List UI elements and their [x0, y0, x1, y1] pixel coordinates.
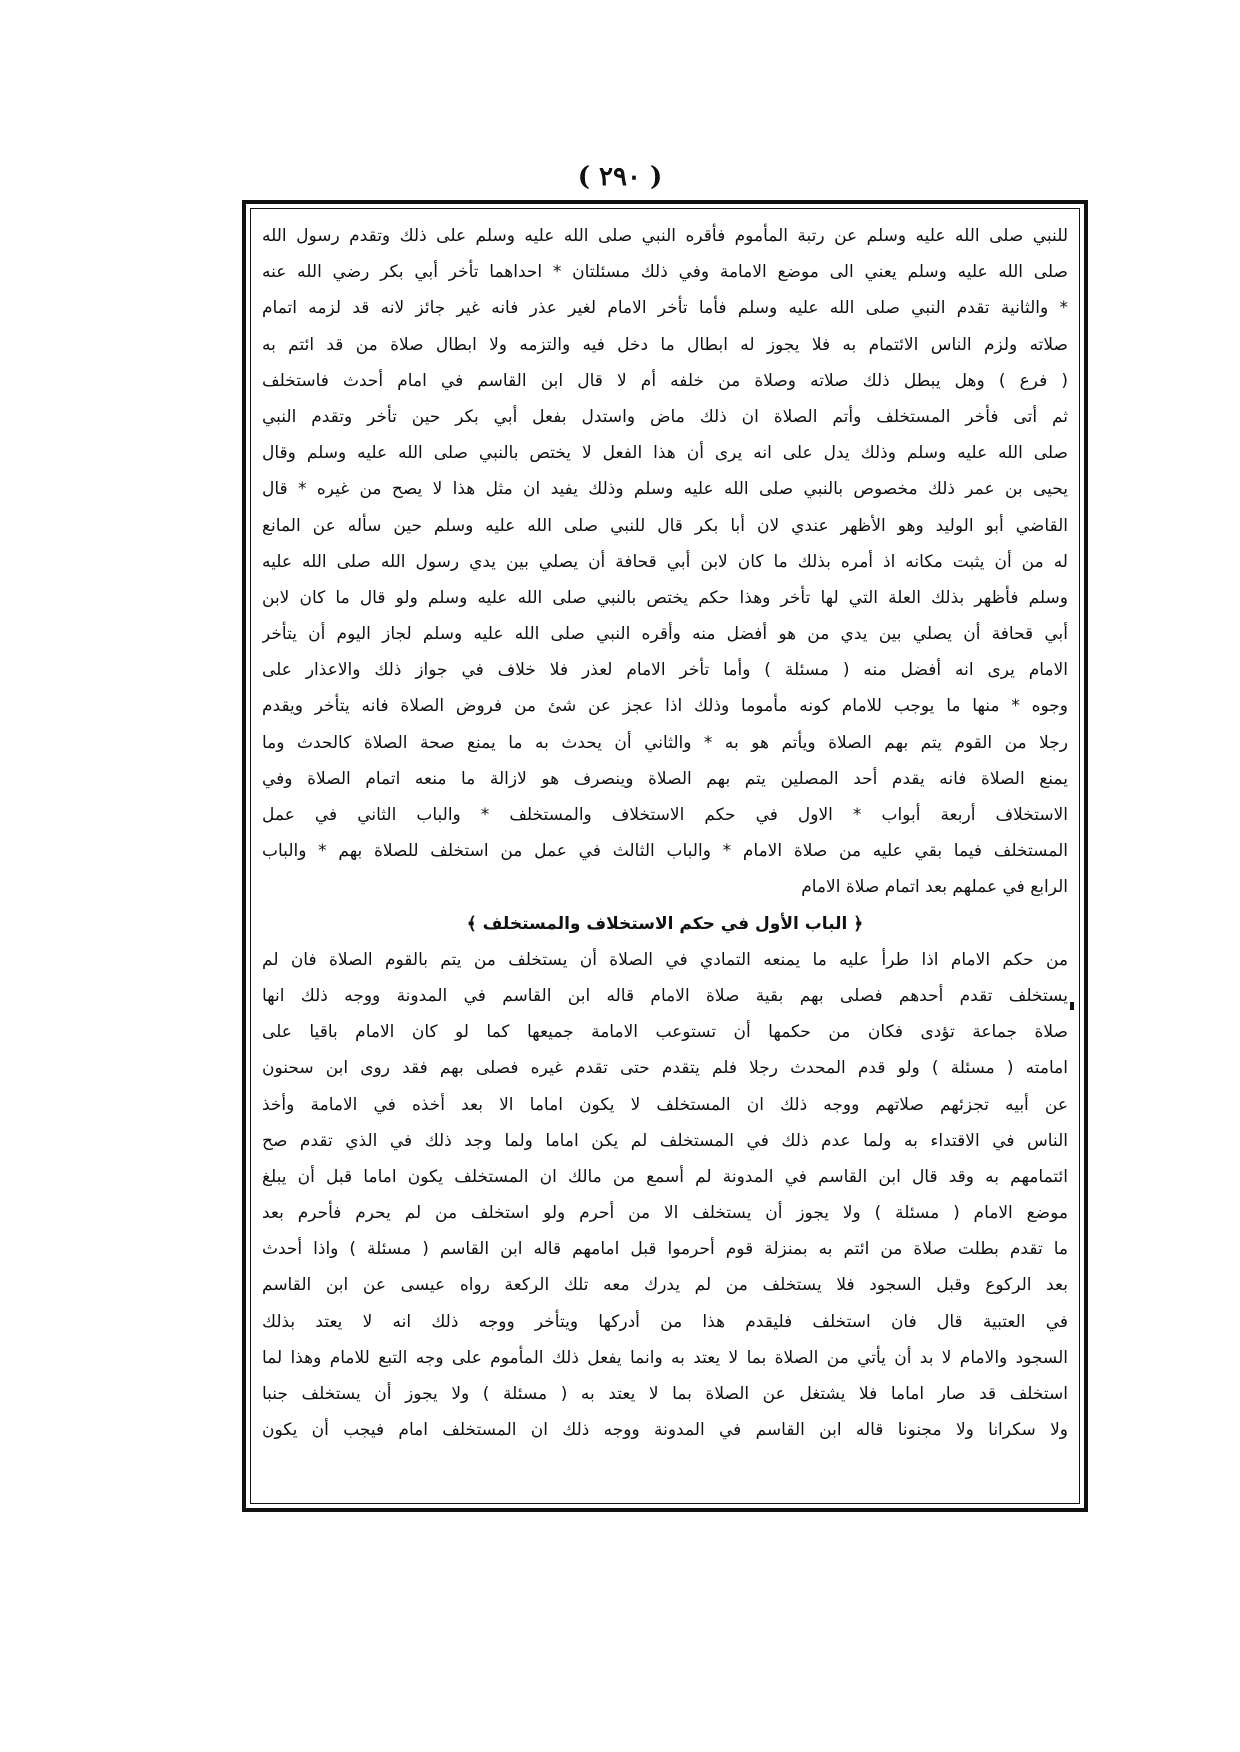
text-line: الامام يرى انه أفضل منه ( مسئلة ) وأما تأخر الامام لعذر فلا خلاف في جواز ذلك والاعذار على	[262, 660, 1068, 681]
text-line: ثم أتى فأخر المستخلف وأتم الصلاة ان ذلك ماض واستدل بفعل أبي بكر حين تأخر وتقدم النبي	[262, 406, 1068, 427]
text-line: رجلا من القوم يتم بهم الصلاة ويأتم هو به * والثاني أن يحدث به ما يمنع صحة الصلاة كالحدث وما	[262, 732, 1068, 753]
text-line: القاضي أبو الوليد وهو الأظهر عندي لان أبا بكر قال للنبي صلى الله عليه وسلم حين سأله عن المانع	[262, 515, 1068, 536]
text-line: الناس في الاقتداء به ولما عدم ذلك في المستخلف لم يكن اماما ولما وجد ذلك في الذي تقدم صح	[262, 1130, 1068, 1151]
text-line: السجود والامام لا بد أن يأتي من الصلاة بما لا يعتد به وانما يفعل ذلك المأموم على وجه التبع للامام وهذا لما	[262, 1347, 1068, 1368]
text-line: امامته ( مسئلة ) ولو قدم المحدث رجلا فلم يتقدم حتى تقدم غيره فصلى بهم فقد روى ابن سحنون	[262, 1058, 1068, 1079]
text-line: صلى الله عليه وسلم يعني الى موضع الامامة وفي ذلك مسئلتان * احداهما تأخر أبي بكر رضي الله عنه	[262, 262, 1068, 283]
text-line: صلاته ولزم الناس الائتمام به فلا يجوز له ابطال ما دخل فيه والتزمه ولا ابطال صلاة من قد ائتم به	[262, 334, 1068, 355]
text-line: للنبي صلى الله عليه وسلم عن رتبة المأموم فأقره النبي صلى الله عليه وسلم على ذلك وتقدم رسول الله	[262, 226, 1068, 246]
section-heading: ﴿ الباب الأول في حكم الاستخلاف والمستخلف ﴾	[466, 913, 864, 934]
text-line: صلاة جماعة تؤدى فكان من حكمها أن تستوعب الامامة جميعها كما لو كان الامام باقيا على	[262, 1022, 1068, 1043]
text-line: المستخلف فيما بقي عليه من صلاة الامام * والباب الثالث في عمل من استخلف للصلاة بهم * والباب	[262, 841, 1068, 862]
text-line: يمنع الصلاة فانه يقدم أحد المصلين يتم بهم الصلاة وينصرف هو لازالة ما منعه اتمام الصلاة وفي	[262, 768, 1068, 789]
page-number: ( ٢٩٠ )	[577, 162, 663, 192]
text-line: عن أبيه تجزئهم صلاتهم ووجه ذلك ان المستخلف لا يكون اماما الا بعد أخذه في الامامة وأخذ	[262, 1094, 1068, 1115]
text-line: يستخلف تقدم أحدهم فصلى بهم بقية صلاة الامام قاله ابن القاسم في المدونة ووجه ذلك انها	[262, 985, 1068, 1006]
body-text	[262, 218, 1068, 1498]
text-line: ائتمامهم به وقد قال ابن القاسم في المدونة لم أسمع من مالك ان المستخلف يكون اماما قبل أن يبلغ	[262, 1166, 1068, 1187]
text-line: ولا سكرانا ولا مجنونا قاله ابن القاسم في المدونة ووجه ذلك ان المستخلف امام فيجب أن يكون	[262, 1420, 1068, 1441]
text-line: صلى الله عليه وسلم وذلك يدل على انه يرى أن هذا الفعل لا يختص بالنبي صلى الله عليه وسلم وقال	[262, 443, 1068, 464]
margin-mark	[1070, 1002, 1074, 1010]
text-line: وسلم فأظهر بذلك العلة التي لها تأخر وهذا حكم يختص بالنبي صلى الله عليه وسلم ولو قال ما كان لابن	[262, 587, 1068, 608]
text-line: بعد الركوع وقبل السجود فلا يستخلف من لم يدرك معه تلك الركعة رواه عيسى عن ابن القاسم	[262, 1275, 1068, 1296]
text-line: يحيى بن عمر ذلك مخصوص بالنبي صلى الله عليه وسلم وذلك يفيد ان مثل هذا لا يصح من غيره * قال	[262, 479, 1068, 500]
text-line: في العتبية قال فان استخلف فليقدم هذا من أدركها ويتأخر ووجه ذلك انه لا يعتد بذلك	[262, 1311, 1068, 1332]
text-line: أبي قحافة أن يصلي بين يدي من هو أفضل منه وأقره النبي صلى الله عليه وسلم لجاز اليوم أن يتأخر	[262, 624, 1068, 645]
text-line: وجوه * منها ما يوجب للامام كونه مأموما وذلك اذا عجز عن شئ من فروض الصلاة فانه يتأخر ويقدم	[262, 696, 1068, 717]
text-line: ما تقدم بطلت صلاة من ائتم به بمنزلة قوم أحرموا قبل امامهم قاله ابن القاسم ( مسئلة ) واذا أحدث	[262, 1239, 1068, 1260]
text-line: الاستخلاف أربعة أبواب * الاول في حكم الاستخلاف والمستخلف * والباب الثاني في عمل	[262, 805, 1068, 825]
text-line: موضع الامام ( مسئلة ) ولا يجوز أن يستخلف الا من أحرم ولو استخلف من لم يحرم فأحرم بعد	[262, 1203, 1068, 1224]
text-line: ( فرع ) وهل يبطل ذلك صلاته وصلاة من خلفه أم لا قال ابن القاسم في امام أحدث فاستخلف	[262, 370, 1068, 391]
text-line: من حكم الامام اذا طرأ عليه ما يمنعه التمادي في الصلاة أن يستخلف من يتم بالقوم الصلاة فان لم	[262, 949, 1068, 970]
text-line: له من أن يثبت مكانه اذ أمره بذلك ما كان لابن أبي قحافة أن يصلي بين يدي رسول الله صلى الله عليه	[262, 551, 1068, 572]
text-line: * والثانية تقدم النبي صلى الله عليه وسلم فأما تأخر الامام لغير عذر فانه غير جائز لانه قد لزمه اتمام	[262, 298, 1068, 319]
text-line: الرابع في عملهم بعد اتمام صلاة الامام	[801, 877, 1068, 898]
text-line: استخلف قد صار اماما فلا يشتغل عن الصلاة بما لا يعتد به ( مسئلة ) ولا يجوز أن يستخلف جنبا	[262, 1384, 1068, 1404]
